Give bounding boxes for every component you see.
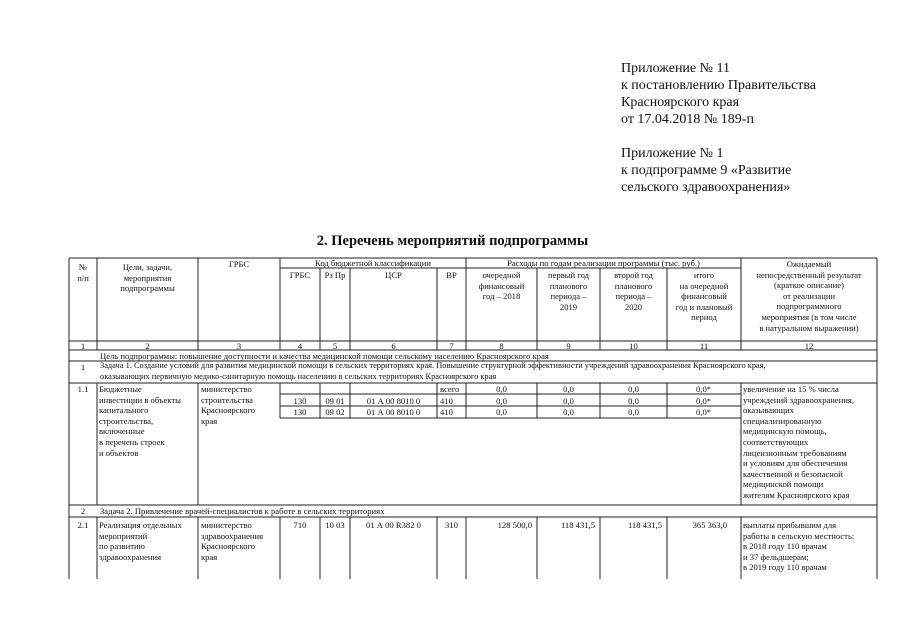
table-cell: 0,0	[628, 407, 639, 417]
col-header-line: непосредственный результат	[756, 269, 862, 280]
col-header-grbs: ГРБС	[228, 259, 250, 269]
col-number: 2	[145, 341, 150, 351]
task-1-line: Задача 1. Создание условий для развития медицинской помощи в сельских территориях края. Повышение структурной эффективности учреждений здравоохранения Красноярского края,	[100, 361, 766, 370]
table-cell: 128 500,0	[497, 520, 532, 530]
item-2-1-grbs	[201, 520, 263, 562]
table-cell: 0,0	[563, 407, 574, 417]
result-line: выплаты прибывшим для	[743, 520, 837, 530]
table-cell: 0,0	[628, 396, 639, 406]
result-line: специализированную	[743, 415, 822, 426]
table-cell: 0,0*	[696, 384, 712, 394]
col-number: 12	[804, 341, 814, 351]
item-name-line: строительства,	[99, 415, 154, 426]
col-header-line: (краткое описание)	[774, 280, 844, 291]
table-cell: 0,0	[628, 384, 639, 394]
annex-11-line: Приложение № 11	[621, 61, 730, 76]
col-header-line: 2019	[559, 301, 578, 312]
table-cell: 130	[293, 396, 307, 406]
table-cell: 10 03	[325, 520, 345, 530]
result-line: в 2018 году 110 врачам	[743, 541, 827, 552]
result-line: и условиям для обеспечения	[743, 458, 848, 469]
task-1-text	[100, 361, 766, 382]
table-cell: 09 01	[325, 396, 345, 406]
table-cell: 118 431,5	[560, 520, 595, 530]
col-header-kbk-grbs: ГРБС	[289, 270, 311, 280]
col-header-goals	[97, 262, 198, 294]
task-2-text: Задача 2. Привлечение врачей-специалистов к работе в сельских территориях	[100, 506, 385, 516]
table-cell: всего	[440, 384, 460, 394]
col-header-vr: ВР	[446, 270, 457, 280]
item-name-line: Реализация отдельных	[99, 520, 182, 530]
table-cell: 310	[445, 520, 458, 530]
col-header-exp-total	[667, 270, 741, 323]
annex-11-line: к постановлению Правительства	[621, 78, 817, 93]
table-cell: 0,0*	[696, 407, 712, 417]
item-name-line: в перечень строек	[99, 436, 165, 447]
item-grbs-line: края	[201, 415, 218, 426]
table-cell: 0,0*	[696, 396, 712, 406]
item-2-1-number: 2.1	[77, 520, 89, 530]
col-header-line: в натуральном выражении)	[759, 322, 859, 333]
col-header-line: планового	[549, 280, 588, 291]
table-cell: 710	[293, 520, 307, 530]
col-header-exp-2020	[600, 270, 667, 312]
col-header-exp-2018	[466, 270, 537, 302]
col-header-line: №	[78, 262, 88, 272]
table-cell: 130	[293, 407, 307, 417]
result-line: соответствующих	[743, 436, 809, 447]
item-2-1-name	[99, 520, 182, 562]
table-cell: 0,0	[563, 384, 574, 394]
col-header-line: от реализации	[782, 290, 836, 301]
col-header-result	[741, 259, 877, 333]
result-line: в 2019 году 110 врачам	[743, 562, 827, 573]
col-header-line: первый год	[547, 270, 590, 280]
col-number: 10	[629, 341, 638, 351]
table-cell: 118 431,5	[627, 520, 662, 530]
goal-row: Цель подпрограммы: повышение доступности и качества медицинской помощи сельскому населению Красноярского края	[100, 351, 549, 361]
item-grbs-line: строительства	[201, 394, 253, 405]
result-line: учреждений здравоохранения,	[743, 394, 855, 405]
col-header-line: периода –	[550, 291, 587, 302]
result-line: качественной и безопасной	[743, 468, 843, 479]
task-1-line: оказывающих первичную медико-санитарную помощь населению в сельских территориях Красноярского края	[100, 371, 497, 381]
result-line: работы в сельскую местность:	[743, 530, 855, 541]
table-cell: 0,0	[496, 396, 507, 406]
item-1-1-name	[99, 384, 181, 458]
annex-1-line: сельского здравоохранения»	[621, 180, 791, 195]
col-header-line: 2020	[624, 301, 643, 312]
col-header-line: мероприятия (в том числе	[761, 311, 857, 322]
result-line: увеличение на 15 % числа	[743, 384, 839, 394]
col-number: 1	[80, 341, 86, 351]
col-header-line: финансовый	[681, 291, 727, 302]
annex-1-line: к подпрограмме 9 «Развитие	[621, 163, 792, 178]
col-header-line: планового	[614, 280, 653, 291]
col-header-csr: ЦСР	[385, 270, 402, 280]
item-2-1-result	[743, 520, 854, 573]
col-header-line: п/п	[77, 272, 89, 283]
result-line: оказывающих	[743, 405, 795, 416]
col-header-line: очередной	[482, 270, 521, 280]
col-header-line: итого	[693, 270, 715, 280]
annex-11-line: от 17.04.2018 № 189-п	[621, 112, 754, 127]
col-header-exp-2019	[537, 270, 600, 312]
col-header-no	[69, 262, 97, 283]
col-header-line: год и плановый	[675, 301, 733, 312]
col-header-line: период	[691, 312, 717, 323]
table-cell: 0,0	[563, 396, 574, 406]
item-grbs-line: министерство	[201, 520, 252, 530]
table-cell: 01 А 00 8010 0	[366, 407, 421, 417]
col-number: 6	[391, 341, 396, 351]
col-number: 5	[332, 341, 338, 351]
col-header-expenses: Расходы по годам реализации программы (тыс. руб.)	[507, 258, 700, 268]
page-title: 2. Перечень мероприятий подпрограммы	[316, 233, 589, 249]
table-cell: 410	[440, 396, 453, 406]
col-header-line: второй год	[614, 270, 653, 280]
task-2-number: 2	[80, 506, 86, 516]
col-header-line: подпрограммы	[120, 283, 175, 294]
item-grbs-line: Красноярского	[201, 541, 256, 552]
col-header-line: периода –	[615, 291, 652, 302]
col-header-line: на очередной	[679, 280, 729, 291]
item-name-line: по развитию	[99, 541, 145, 552]
item-grbs-line: края	[201, 551, 218, 562]
item-name-line: включенные	[99, 426, 145, 437]
col-number: 3	[236, 341, 242, 351]
col-header-line: финансовый	[478, 280, 525, 291]
result-line: медицинскую помощь,	[743, 426, 827, 437]
item-grbs-line: Красноярского	[201, 405, 256, 416]
col-number: 4	[297, 341, 303, 351]
annex-11-line: Красноярского края	[621, 95, 740, 110]
table-cell: 01 А 00 R382 0	[366, 520, 421, 530]
col-number: 11	[699, 341, 709, 351]
table-cell: 09 02	[325, 407, 345, 417]
result-line: и 37 фельдшерам;	[743, 551, 809, 562]
table-cell: 0,0	[496, 384, 507, 394]
item-grbs-line: министерство	[201, 384, 252, 394]
table-cell: 01 А 00 8010 0	[366, 396, 421, 406]
result-line: лицензионным требованиям	[743, 447, 847, 458]
col-number: 8	[499, 341, 504, 351]
col-number: 7	[449, 341, 454, 351]
col-header-kbk: Код бюджетной классификации	[315, 258, 431, 268]
table-cell: 0,0	[496, 407, 507, 417]
col-header-line: подпрограммного	[776, 301, 842, 312]
col-header-line: мероприятия	[123, 272, 172, 283]
item-1-1-result	[743, 384, 854, 501]
col-number: 9	[566, 341, 571, 351]
col-header-line: Цели, задачи,	[122, 262, 173, 272]
task-1-number: 1	[80, 362, 86, 372]
item-name-line: здравоохранения	[99, 551, 162, 562]
item-name-line: Бюджетные	[99, 384, 142, 394]
result-line: жителям Красноярского края	[743, 489, 850, 500]
annex-1-line: Приложение № 1	[621, 146, 724, 161]
item-1-1-grbs	[201, 384, 255, 426]
item-grbs-line: здравоохранения	[201, 530, 264, 541]
col-header-line: Ожидаемый	[786, 259, 832, 269]
item-name-line: и объектов	[99, 447, 139, 458]
result-line: медицинской помощи	[743, 479, 824, 490]
item-name-line: инвестиции в объекты	[99, 394, 181, 405]
col-header-line: год – 2018	[482, 291, 521, 302]
item-name-line: мероприятий	[99, 530, 148, 541]
table-cell: 365 363,0	[692, 520, 727, 530]
col-header-rzpr: Рз Пр	[324, 270, 346, 280]
item-1-1-number: 1.1	[77, 384, 89, 394]
item-name-line: капитального	[99, 405, 149, 416]
table-cell: 410	[440, 407, 453, 417]
